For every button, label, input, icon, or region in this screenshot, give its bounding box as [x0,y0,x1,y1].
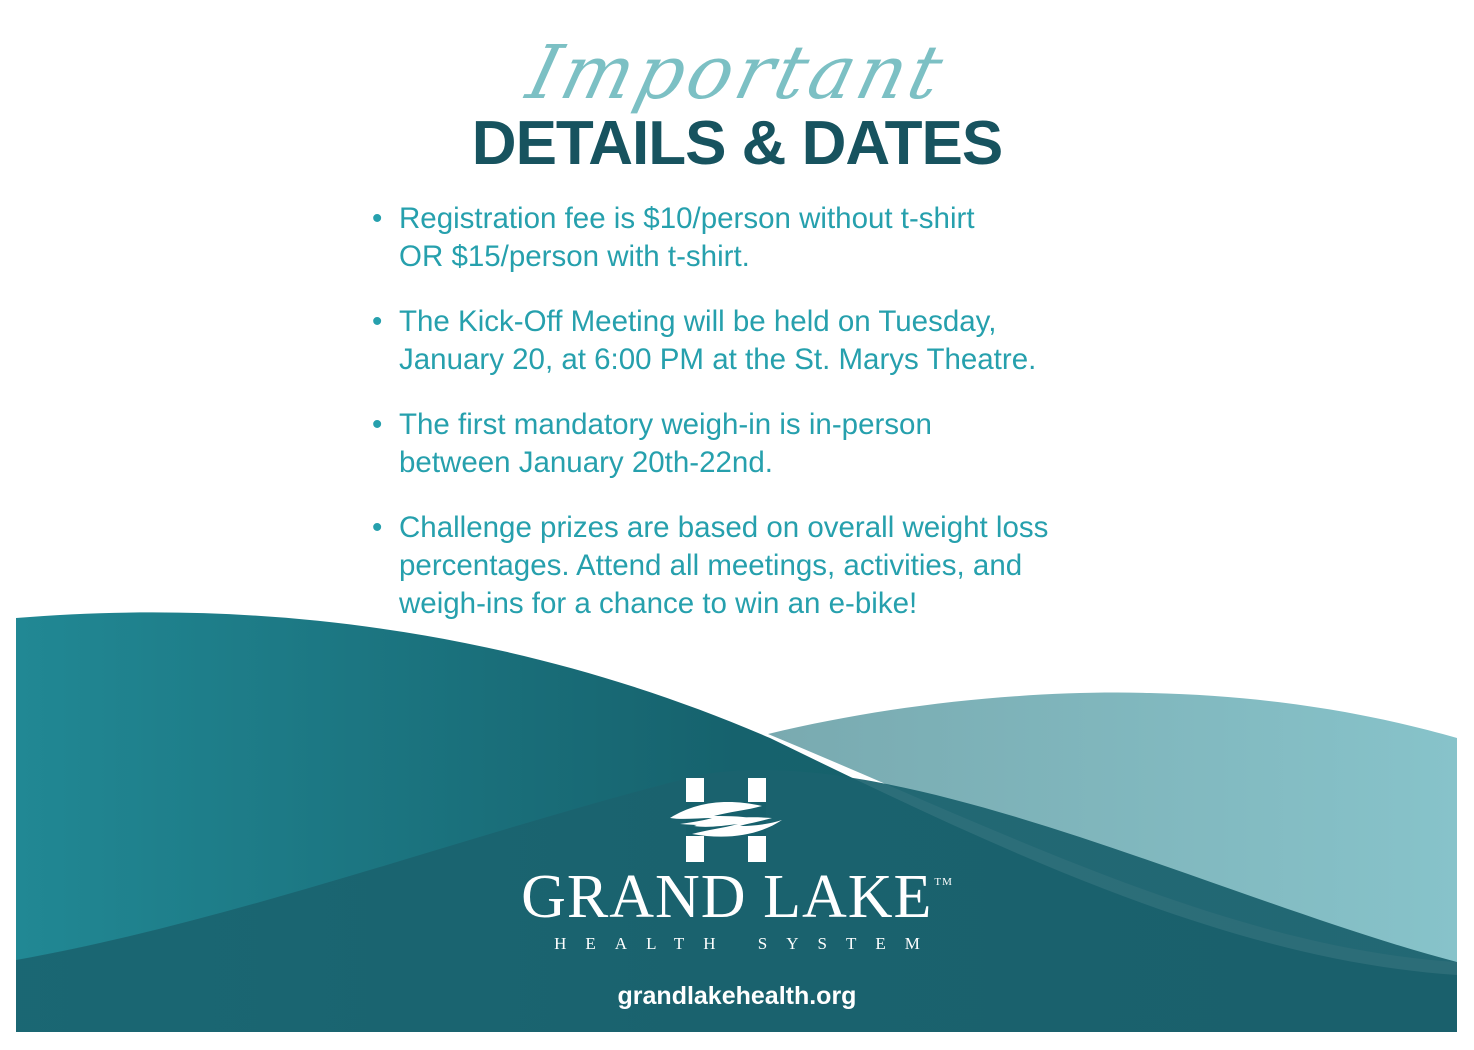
bullet: • [372,511,383,544]
page-title: DETAILS & DATES [471,109,1003,178]
item-text-line: Registration fee is $10/person without t-shirt [399,202,975,235]
brand-subtitle: HEALTH SYSTEM [554,934,939,953]
brand-name-text: GRAND LAKE [521,863,933,931]
item-text-line: OR $15/person with t-shirt. [399,240,750,273]
grand-lake-h-hands-icon [666,776,786,864]
item-text-line: The Kick-Off Meeting will be held on Tuesday, [399,305,997,338]
list-item [372,200,1132,276]
item-text-line: The first mandatory weigh-in is in-person [399,408,932,441]
item-text-line: Challenge prizes are based on overall weight loss [399,511,1049,544]
list-item [372,509,1132,623]
bullet: • [372,202,383,235]
script-title: Important [519,30,955,116]
item-text-line: between January 20th-22nd. [399,446,773,479]
bullet: • [372,408,383,441]
brand-name [0,862,1474,933]
list-item [372,303,1132,379]
website-link[interactable]: grandlakehealth.org [617,982,857,1010]
bullet: • [372,305,383,338]
list-item [372,406,1132,482]
trademark: TM [934,876,953,888]
item-text-line: weigh-ins for a chance to win an e-bike! [399,587,918,620]
item-text-line: January 20, at 6:00 PM at the St. Marys Theatre. [399,343,1037,376]
details-list [372,200,1132,650]
item-text-line: percentages. Attend all meetings, activities, and [399,549,1023,582]
